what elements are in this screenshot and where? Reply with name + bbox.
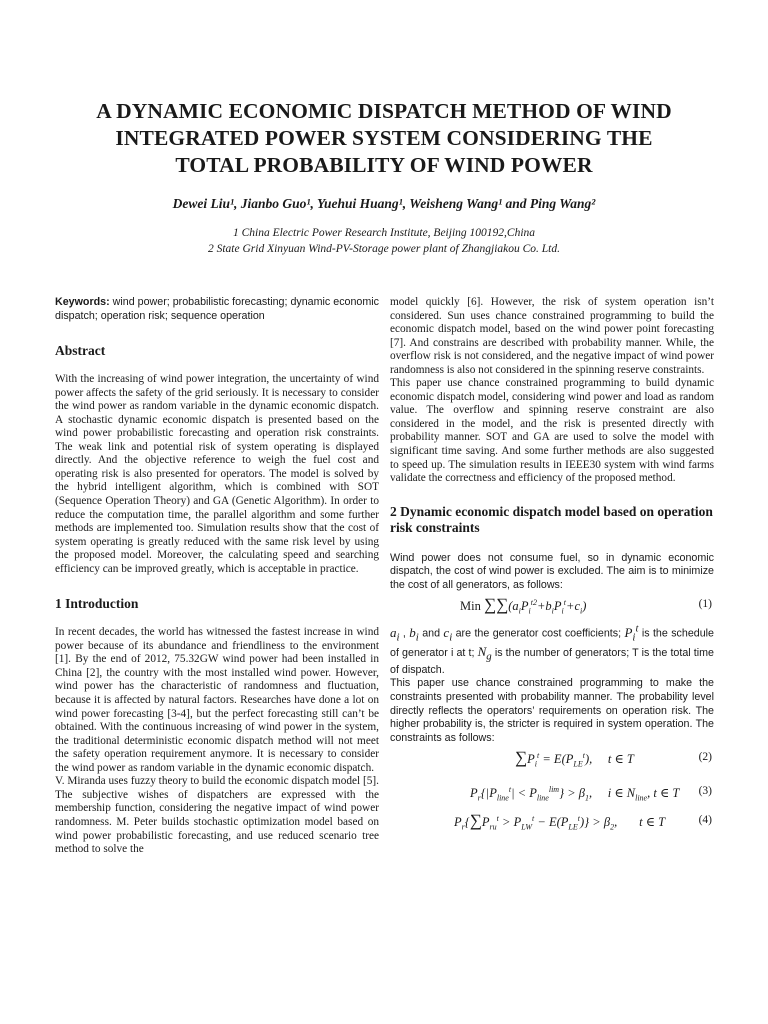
schedule-text: is the schedule of generator i at t;: [390, 627, 714, 659]
generators-text: is the number of generators; T is the total time of dispatch.: [390, 646, 714, 676]
introduction-paragraph-1: In recent decades, the world has witnessed the fastest increase in wind power because of its abundance and friendliness to the environment [1]. By the end of 2012, 75.32GW wind power had been installed in China [2], the country with the most installed wind power. However, wind power has the characteristic of randomness and fluctuation, because it is affected by natural factors. Researches have done a lot on wind power forecasting [3-4], but the perfect forecasting still can’t be obtained. With the continuous increasing of wind power in the system, the traditional deterministic economic dispatch method will not meet the safety operation requirement anymore. It is necessary to consider the wind power as random variable in the dynamic economic dispatch.: [55, 626, 379, 774]
equation-4-formula: $P_r\{\sum P_{ru}^t > P_{LW}^t - E(P_{LE}^t)\} > \beta_2$, t ∈ T: [454, 811, 666, 832]
equation-1-formula: Min $\sum\sum(a_iP_i^{t2}+b_iP_i^t+c_i)$: [460, 595, 587, 616]
equation-1-number: (1): [698, 598, 712, 611]
affiliation-1: 1 China Electric Power Research Institute, Beijing 100192,China: [232, 227, 536, 239]
right-column: [390, 296, 714, 841]
equation-2: [390, 745, 714, 775]
section-2-paragraph-1: Wind power does not consume fuel, so in dynamic economic dispatch, the cost of wind power is excluded. The aim is to minimize the cost of all generators, as follows:: [390, 551, 714, 591]
introduction-heading: 1 Introduction: [55, 596, 139, 612]
section-2-paragraph-3: This paper use chance constrained programming to make the constraints presented with probability manner. The probability level directly reflects the operators’ requirements on operation risk. The higher probability is, the stricter is required in system operation. The constraints as follows:: [390, 677, 714, 744]
right-paragraph-2: This paper use chance constrained programming to build dynamic economic dispatch model, considering wind power and load as random value. The overflow and spinning reserve constraint are also considered in the model, and the risk is presented directly with probability manner. SOT and GA are used to solve the model with significant time saving. And some further methods are also suggested to speed up. The simulation results in IEEE30 system with wind farms validate the correctness and efficiency of the proposed method.: [390, 377, 714, 485]
right-paragraph-1: model quickly [6]. However, the risk of system operation isn’t considered. Sun uses chance constrained programming to build the economic dispatch model, based on the wind power point forecasting [7]. And constrains are described with probability manner. While, the overflow risk is not considered, and the negative impact of wind power randomness is also not considered in the spinning reserve constraints.: [390, 296, 714, 376]
paper-title: [40, 98, 728, 179]
section-2-heading: 2 Dynamic economic dispatch model based on operation risk constraints: [390, 503, 713, 535]
equation-2-number: (2): [698, 751, 712, 764]
equation-3-number: (3): [698, 785, 712, 798]
title-line-1: A DYNAMIC ECONOMIC DISPATCH METHOD OF WIND: [96, 99, 672, 123]
equation-3: [390, 775, 714, 808]
keywords-text: wind power; probabilistic forecasting; dynamic economic dispatch; operation risk; sequence operation: [55, 296, 379, 322]
affiliation-2: 2 State Grid Xinyuan Wind-PV-Storage power plant of Zhangjiakou Co. Ltd.: [207, 243, 561, 255]
author-list: Dewei Liu¹, Jianbo Guo¹, Yuehui Huang¹, Weisheng Wang¹ and Ping Wang²: [172, 196, 596, 211]
coefficients-text: are the generator cost coefficients;: [452, 627, 625, 640]
equation-4-number: (4): [698, 814, 712, 827]
abstract-text: With the increasing of wind power integration, the uncertainty of wind power affects the safety of the grid seriously. It is necessary to consider the wind power as random variable in the dynamic economic dispatch. A stochastic dynamic economic dispatch is presented based on the wind power probabilistic forecasting and operation risk constraints. The weak link and potential risk of system operating is displayed directly. And the objective reference to weigh the fuel cost and operating risk is also presented for operators. The model is solved by the hybrid intelligent algorithm, which is combined with SOT (Sequence Operation Theory) and GA (Genetic Algorithm). In order to reduce the computation time, the parallel algorithm and some further methods are implemented too. Simulation results show that the cost of system operating is greatly reduced with the same risk level by using the proposed model. Moreover, the calculating speed and searching efficiency can be improved greatly, which is acceptable in practice.: [55, 373, 379, 575]
introduction-paragraph-2: V. Miranda uses fuzzy theory to build the economic dispatch model [5]. The subjective wishes of dispatchers are expressed with the membership function, considering the negative impact of wind power randomness. M. Peter builds stochastic optimization model based on wind power probabilistic forecasting, and use reduced scenario tree method to solve the: [55, 775, 379, 856]
keywords-label: Keywords:: [55, 296, 110, 308]
keywords: [55, 296, 379, 323]
title-line-3: TOTAL PROBABILITY OF WIND POWER: [175, 153, 593, 177]
abstract-heading: Abstract: [55, 343, 106, 359]
left-column: [55, 296, 379, 857]
title-line-2: INTEGRATED POWER SYSTEM CONSIDERING THE: [115, 126, 653, 150]
equation-3-formula: $P_r\{|P_{line}^t| < P_{line}^{lim}\} > \beta_1$, i ∈ $N_{line}$, t ∈ T: [470, 785, 680, 803]
equation-1: [390, 592, 714, 622]
equation-4: [390, 808, 714, 841]
section-2-paragraph-2: $a_i$ , $b_i$ and $c_i$ are the generator cost coefficients; $P_i^t$ is the schedule of generator i at t; $N_g$ is the number of generators; T is the total time of dispatch.: [390, 622, 714, 676]
equation-2-formula: $\sum P_i^t = E(P_{LE}^t)$, t ∈ T: [515, 748, 634, 769]
